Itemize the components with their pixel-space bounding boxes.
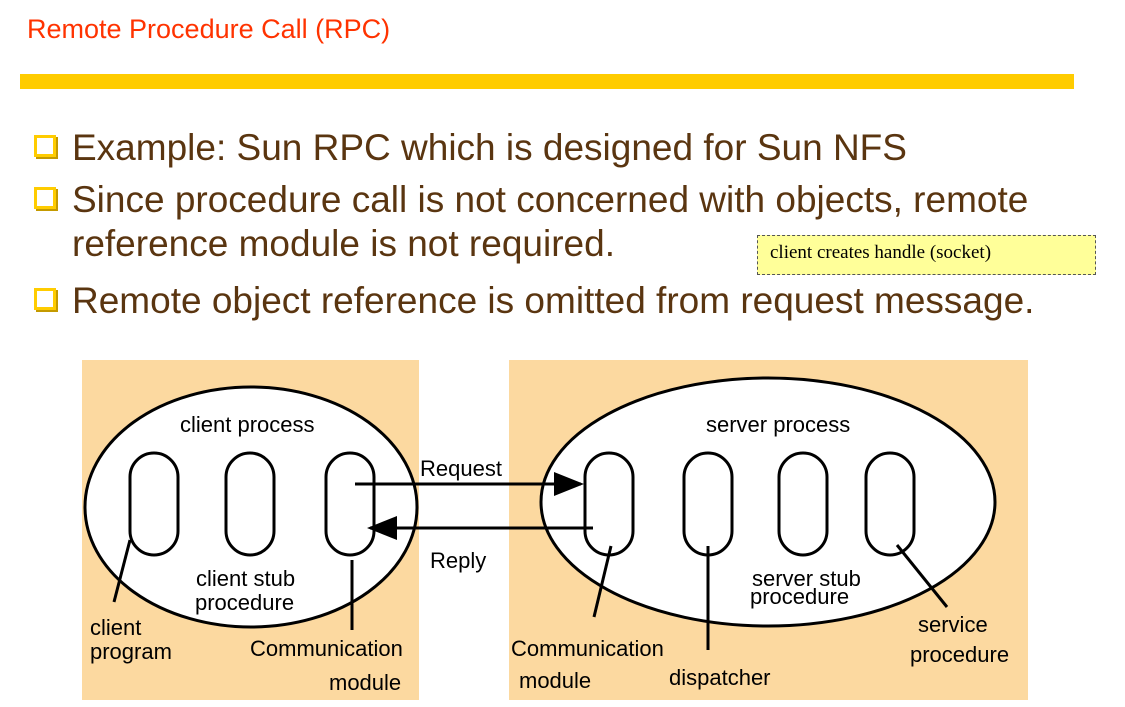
client-comm-module-component bbox=[326, 453, 374, 555]
request-label: Request bbox=[420, 456, 502, 481]
client-stub-label-line1: client stub bbox=[196, 566, 296, 591]
server-comm-label-line2: module bbox=[519, 668, 592, 693]
server-stub-label-line1: server stub bbox=[752, 566, 861, 591]
server-stub-component bbox=[779, 453, 827, 555]
client-process-label: client process bbox=[180, 412, 315, 437]
service-procedure-component bbox=[866, 453, 914, 555]
client-program-component bbox=[130, 453, 178, 555]
client-stub-label-line2: procedure bbox=[195, 590, 295, 615]
bullet-2-continuation: reference module is not required. bbox=[72, 223, 615, 264]
reply-label: Reply bbox=[430, 548, 487, 573]
client-program-label-line2: program bbox=[90, 639, 172, 664]
server-comm-label-line1: Communication bbox=[511, 636, 664, 661]
client-stub-component bbox=[226, 453, 274, 555]
client-comm-label-line2: module bbox=[329, 670, 402, 695]
bullet-3-text: Remote object reference is omitted from request message. bbox=[72, 280, 1035, 321]
note-callout: client creates handle (socket) bbox=[757, 235, 1096, 275]
service-procedure-label-line2: procedure bbox=[910, 642, 1010, 667]
bullet-1-text: Example: Sun RPC which is designed for Sun NFS bbox=[72, 127, 907, 168]
service-procedure-label-line1: service bbox=[918, 612, 988, 637]
dispatcher-label: dispatcher bbox=[669, 665, 771, 690]
bullet-2-text: Since procedure call is not concerned with objects, remote bbox=[72, 179, 1029, 220]
client-comm-label-line1: Communication bbox=[250, 636, 403, 661]
server-stub-label-line2: procedure bbox=[750, 584, 850, 609]
slide-title: Remote Procedure Call (RPC) bbox=[27, 14, 391, 44]
server-process-label: server process bbox=[706, 412, 851, 437]
server-comm-module-component bbox=[585, 453, 633, 555]
dispatcher-component bbox=[684, 453, 732, 555]
client-program-label-line1: client bbox=[90, 615, 142, 640]
